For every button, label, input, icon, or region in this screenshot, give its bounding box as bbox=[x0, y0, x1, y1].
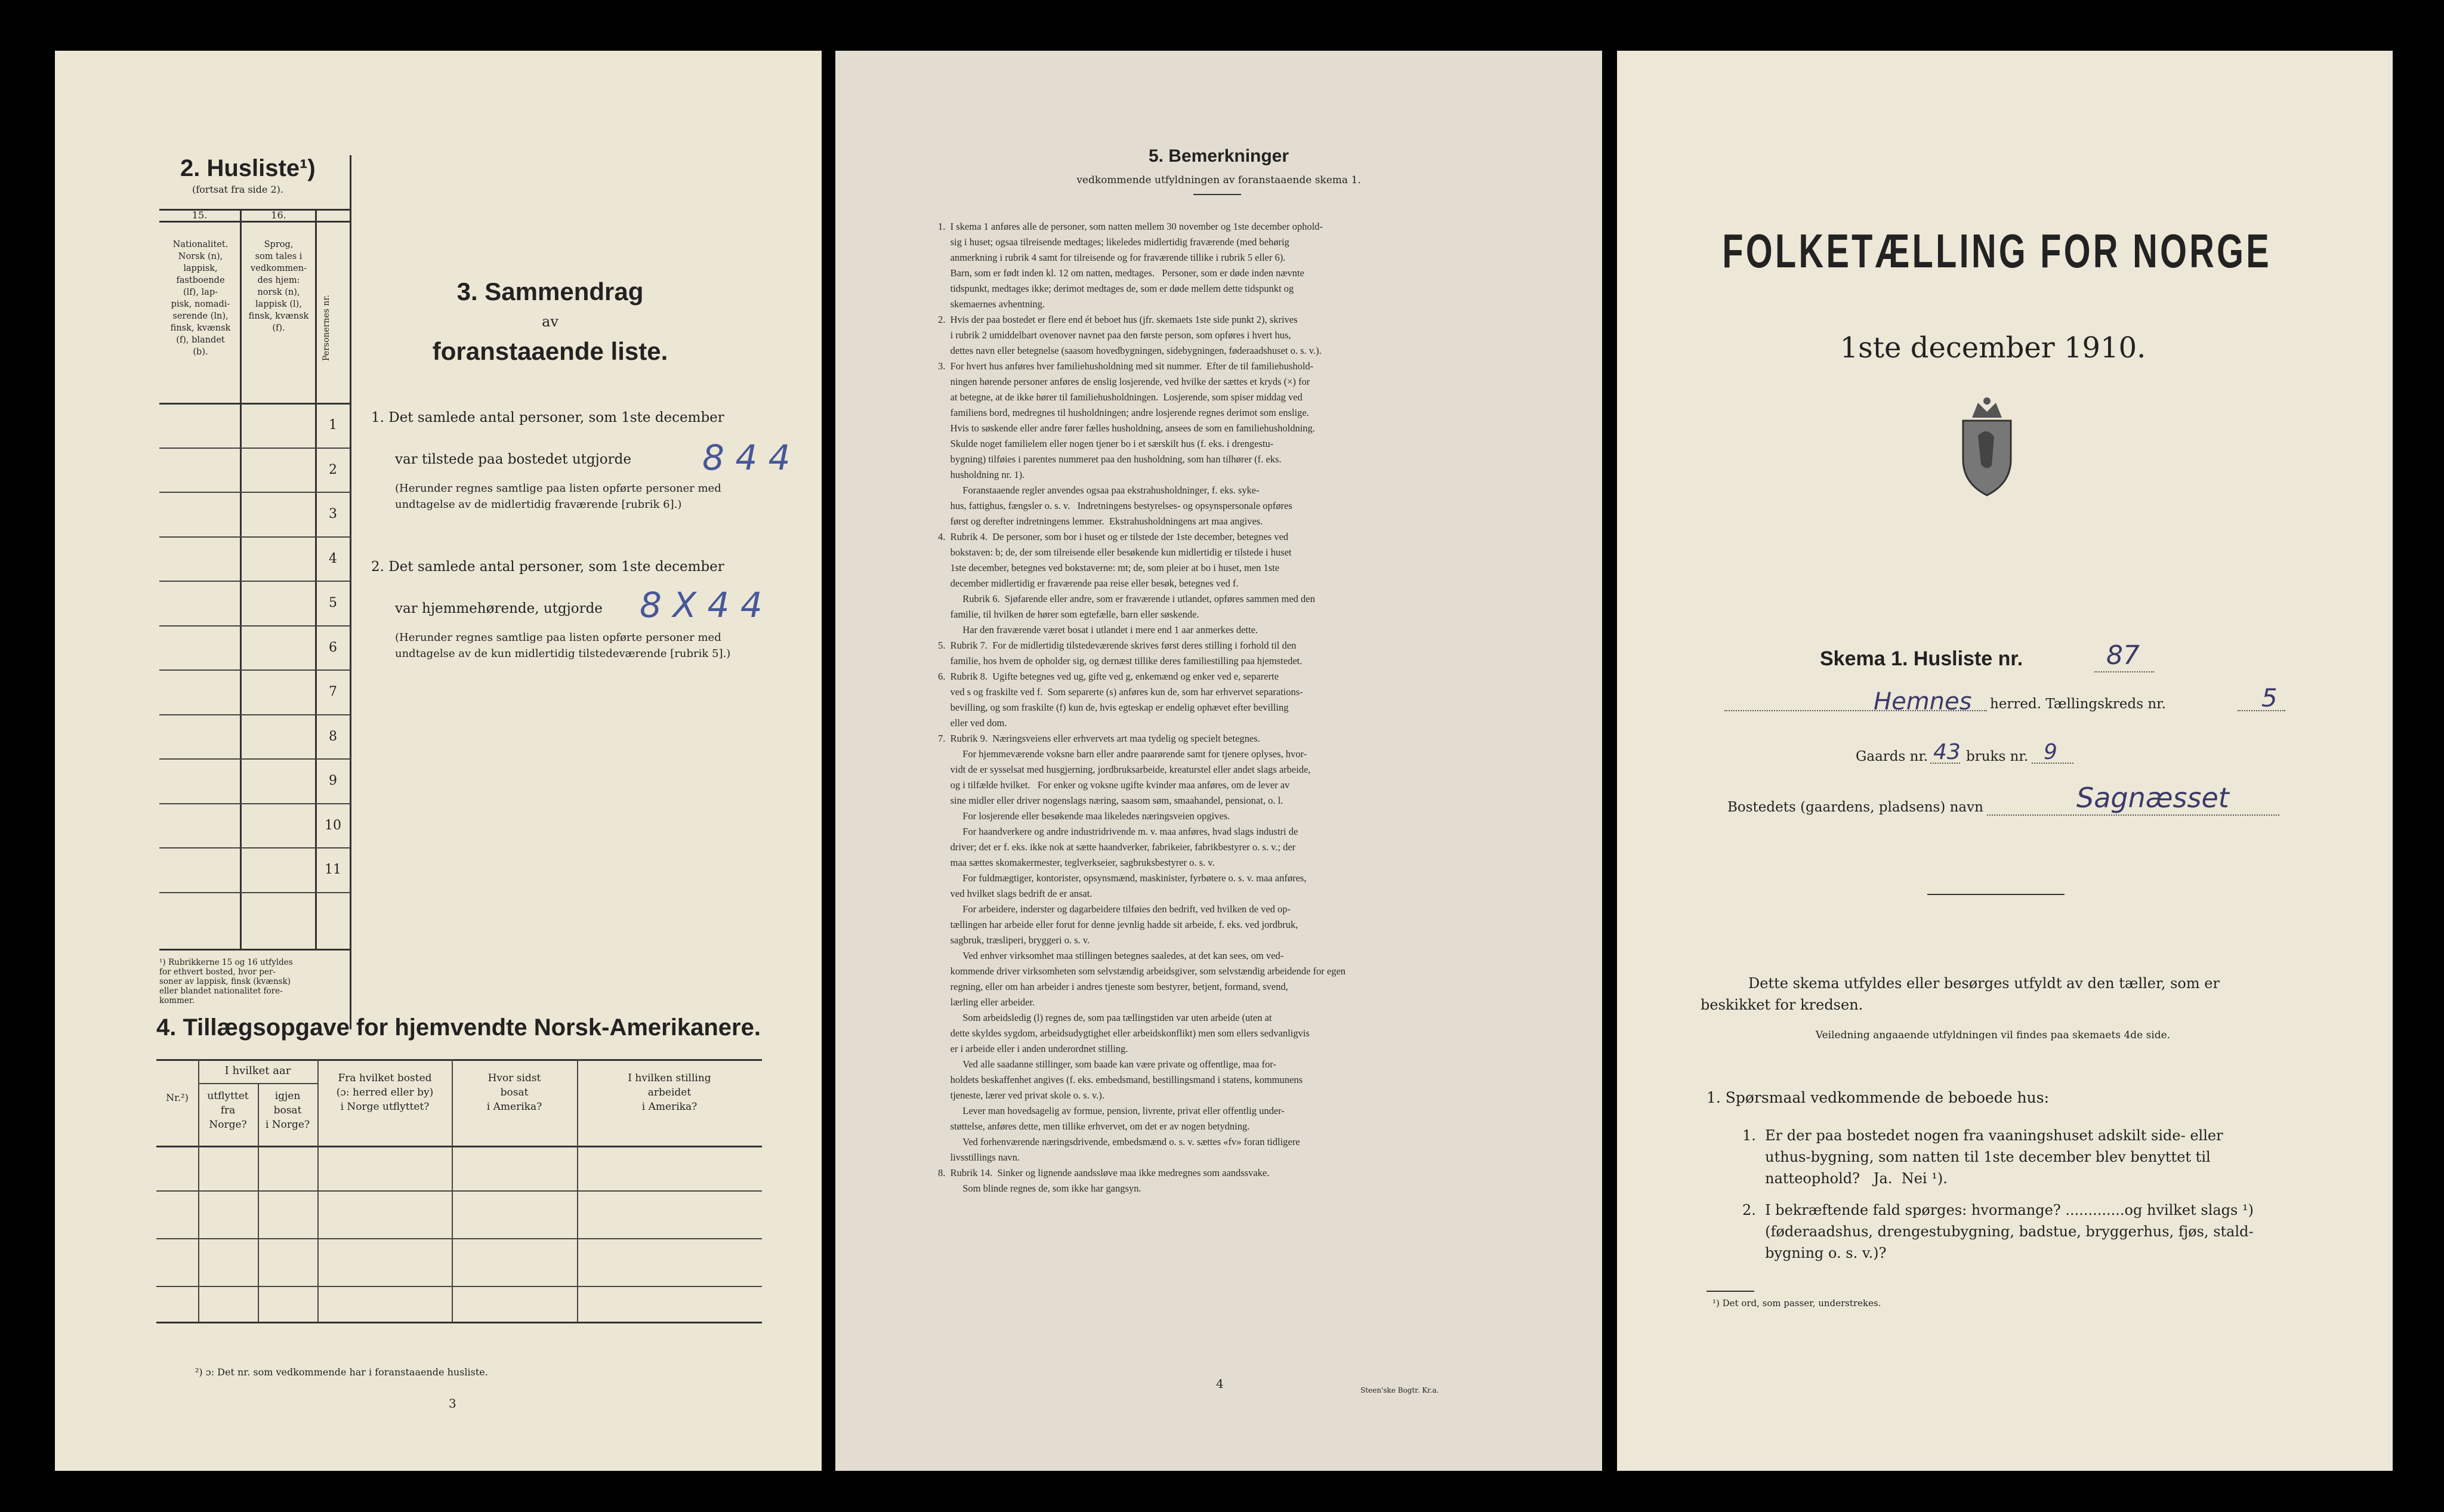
person-row-number: 11 bbox=[325, 862, 341, 878]
table-row-line bbox=[159, 669, 350, 671]
summary-item-2: 2. Det samlede antal personer, som 1ste december bbox=[371, 559, 724, 575]
table-row-line bbox=[159, 581, 350, 582]
table-row-line bbox=[159, 536, 350, 538]
remarks-title: 5. Bemerkninger bbox=[1148, 146, 1289, 166]
census-date: 1ste december 1910. bbox=[1840, 331, 2146, 365]
table-row-line bbox=[159, 892, 350, 893]
table-row-line bbox=[159, 492, 350, 493]
person-row-number: 6 bbox=[329, 640, 337, 655]
printer-mark: Steen'ske Bogtr. Kr.a. bbox=[1360, 1386, 1439, 1394]
t-col-from-place: Fra hvilket bosted (ɔ: herred eller by) i Norge utflyttet? bbox=[336, 1072, 434, 1113]
herred-label: herred. Tællingskreds nr. bbox=[1990, 696, 2166, 712]
table-row-line bbox=[159, 847, 350, 848]
person-row-number: 8 bbox=[329, 729, 337, 744]
summary-title-av: av bbox=[542, 313, 558, 330]
herred-handwritten: Hemnes bbox=[1874, 688, 1972, 715]
resident-count-handwritten: 8 X 4 4 bbox=[640, 585, 763, 625]
intro-note: Veiledning angaaende utfyldningen vil findes paa skemaets 4de side. bbox=[1815, 1029, 2171, 1041]
t-col-emigrated: utflyttet fra Norge? bbox=[207, 1090, 249, 1131]
left-page bbox=[55, 51, 822, 1471]
col16-number: 16. bbox=[271, 209, 286, 221]
person-row-number: 9 bbox=[329, 773, 337, 789]
middle-page bbox=[835, 51, 1602, 1471]
huslist-footnote: ¹) Rubrikkerne 15 og 16 utfyldes for ethvert bosted, hvor per- soner av lappisk, finsk (kvænsk) eller blandet nationalitet fore- kommer. bbox=[159, 958, 293, 1005]
table-row-line bbox=[159, 758, 350, 760]
summary-item-2-line2: var hjemmehørende, utgjorde bbox=[395, 601, 603, 616]
table-row-line bbox=[159, 803, 350, 804]
remarks-body: 1. I skema 1 anføres alle de personer, som natten mellem 30 november og 1ste december ophold- sig i huset; ogsaa tilreisende medtages; likeledes midlertidig fraværende (med behørig anmerkning i rubrik 4 samt for tilreisende og for fraværende tillike i rubrik 5 eller 6). Barn, som er født inden kl. 12 om natten, medtages. Personer, som er døde inden nævnte tidspunkt, medtages ikke; derimot medtages de, som er døde mellem dette tidspunkt og skemaernes avhentning. 2. Hvis der paa bostedet er flere end ét beboet hus (jfr. skemaets 1ste side punkt 2), skrives i rubrik 2 umiddelbart ovenover navnet paa den første person, som opføres i hvert hus, dettes navn eller betegnelse (saasom hovedbygningen, sidebygningen, føderaadshuset o. s. v.). 3. For hvert hus anføres hver familiehusholdning med sit nummer. Efter de til familiehushold- ningen hørende personer anføres de enslig losjerende, ved hvilke der sættes et kryds (×) for at betegne, at de ikke hører til familiehusholdningen. Losjerende, som spiser middag ved familiens bord, medregnes til husholdningen; andre losjerende regnes derimot som enslige. Hvis to søskende eller andre fører fælles husholdning, ansees de som en familiehusholdning. Skulde noget familielem eller nogen tjener bo i et særskilt hus (f. eks. i drengestu- bygning) tilføies i parentes nummeret paa den husholdning, som han tilhører (f. eks. husholdning nr. 1). Foranstaaende regler anvendes ogsaa paa ekstrahusholdninger, f. eks. syke- hus, fattighus, fængsler o. s. v. Indretningens bestyrelses- og opsynspersonale opføres først og derefter indretningens lemmer. Ekstrahusholdningens art maa angives. 4. Rubrik 4. De personer, som bor i huset og er tilstede der 1ste december, betegnes ved bokstaven: b; de, der som tilreisende eller besøkende kun midlertidig er tilstede i huset 1ste december, betegnes ved bokstaverne: mt; de, som pleier at bo i huset, men 1ste december midlertidig er fraværende paa reise eller besøk, betegnes ved f. Rubrik 6. Sjøfarende eller andre, som er fraværende i utlandet, opføres sammen med den familie, til hvilken de hører som egtefælle, barn eller søskende. Har den fraværende været bosat i utlandet i mere end 1 aar anmerkes dette. 5. Rubrik 7. For de midlertidig tilstedeværende skrives først deres stilling i forhold til den familie, hos hvem de opholder sig, og dernæst tillike deres familiestilling paa hjemstedet. 6. Rubrik 8. Ugifte betegnes ved ug, gifte ved g, enkemænd og enker ved e, separerte ved s og fraskilte ved f. Som separerte (s) anføres kun de, som har erhvervet separations- bevilling, og som fraskilte (f) kun de, hvis egteskap er endelig ophævet efter bevilling eller ved dom. 7. Rubrik 9. Næringsveiens eller erhvervets art maa tydelig og specielt betegnes. For hjemmeværende voksne barn eller andre paarørende samt for tjenere oplyses, hvor- vidt de er sysselsat med husgjerning, jordbruksarbeide, kreaturstel eller andet slags arbeide, og i tilfælde hvilket. For enker og voksne ugifte kvinder maa anføres, om de lever av sine midler eller driver nogenslags næring, saasom søm, smaahandel, pensionat, o. l. For losjerende eller besøkende maa likeledes næringsveien opgives. For haandverkere og andre industridrivende m. v. maa anføres, hvad slags industri de driver; det er f. eks. ikke nok at sætte haandverker, fabrikeier, fabrikbestyrer o. s. v.; der maa sættes skomakermester, teglverkseier, sagbruksbestyrer o. s. v. For fuldmægtiger, kontorister, opsynsmænd, maskinister, fyrbøtere o. s. v. maa anføres, ved hvilket slags bedrift de er ansat. For arbeidere, inderster og dagarbeidere tilføies den bedrift, ved hvilken de ved op- tællingen har arbeide eller forut for denne jevnlig hadde sit arbeide, f. eks. ved jordbruk, sagbruk, træsliperi, bryggeri o. s. v. Ved enhver virksomhet maa stillingen betegnes saaledes, at det kan sees, om ved- kommende driver virksomheten som selvstændig arbeidsgiver, som selvstændig arbeidende for egen regning, eller om han arbeider i andres tjeneste som bestyrer, betjent, formand, svend, lærling eller arbeider. Som arbeidsledig (l) regnes de, som paa tællingstiden var uten arbeide (uten at dette skyldes sygdom, arbeidsudygtighet eller arbeidskonflikt) men som ellers sedvanligvis er i arbeide eller i anden underordnet stilling. Ved alle saadanne stillinger, som baade kan være private og offentlige, maa for- holdets beskaffenhet angives (f. eks. embedsmand, bestillingsmand i statens, kommunens tjeneste, lærer ved privat skole o. s. v.). Lever man hovedsagelig av formue, pension, livrente, privat eller offentlig under- støttelse, anføres dette, men tillike erhvervet, om det er av nogen betydning. Ved forhenværende næringsdrivende, embedsmænd o. s. v. sættes «fv» foran tidligere livsstillings navn. 8. Rubrik 14. Sinker og lignende aandssløve maa ikke medregnes som aandssvake. Som blinde regnes de, som ikke har gangsyn. bbox=[938, 221, 1346, 1194]
t-col-last-america: Hvor sidst bosat i Amerika? bbox=[486, 1072, 542, 1113]
intro-text: Dette skema utfyldes eller besørges utfyldt av den tæller, som er beskikket for kredsen. bbox=[1701, 975, 2220, 1013]
present-count-handwritten: 8 4 4 bbox=[702, 437, 791, 478]
col15-number: 15. bbox=[192, 209, 208, 221]
t-col-group: I hvilket aar bbox=[224, 1064, 291, 1077]
table-row-line bbox=[159, 448, 350, 449]
tillaeg-footnote: ²) ɔ: Det nr. som vedkommende har i foranstaaende husliste. bbox=[195, 1366, 488, 1378]
t-col-nr: Nr.²) bbox=[166, 1092, 189, 1103]
huslist-subtitle: (fortsat fra side 2). bbox=[192, 184, 283, 195]
summary-item-1-line2: var tilstede paa bostedet utgjorde bbox=[395, 452, 631, 467]
gaards-handwritten: 43 bbox=[1933, 740, 1961, 764]
questions-heading: 1. Spørsmaal vedkommende de beboede hus: bbox=[1707, 1089, 2049, 1106]
page-number-3: 3 bbox=[449, 1396, 456, 1411]
table-row-line bbox=[159, 625, 350, 627]
person-row-number: 4 bbox=[329, 551, 337, 566]
summary-subtitle: foranstaaende liste. bbox=[432, 337, 668, 365]
gaards-label: Gaards nr. bbox=[1856, 749, 1928, 764]
summary-item-1-note: (Herunder regnes samtlige paa listen opførte personer med undtagelse av de midlertidig fraværende [rubrik 6].) bbox=[395, 482, 721, 511]
huslist-title: 2. Husliste¹) bbox=[180, 155, 316, 181]
bosted-label: Bostedets (gaardens, pladsens) navn bbox=[1727, 800, 1983, 815]
person-row-number: 10 bbox=[325, 817, 341, 833]
page-number-4: 4 bbox=[1216, 1377, 1224, 1391]
question-1: 1. Er der paa bostedet nogen fra vaaningshuset adskilt side- eller uthus-bygning, som natten til 1ste december blev benyttet til natteophold? Ja. Nei ¹). bbox=[1742, 1127, 2223, 1187]
col15-header: Nationalitet. Norsk (n), lappisk, fastboende (lf), lap- pisk, nomadi- serende (ln), finsk, kvænsk (f), blandet (b). bbox=[170, 240, 231, 357]
bruks-handwritten: 9 bbox=[2044, 740, 2057, 764]
col16-header: Sprog, som tales i vedkommen- des hjem: norsk (n), lappisk (l), finsk, kvænsk (f). bbox=[248, 240, 309, 333]
remarks-subtitle: vedkommende utfyldningen av foranstaaende skema 1. bbox=[1076, 174, 1361, 186]
bosted-handwritten: Sagnæsset bbox=[2076, 782, 2229, 814]
table-row-line bbox=[159, 714, 350, 715]
t-col-returned: igjen bosat i Norge? bbox=[265, 1090, 310, 1131]
bruks-label: bruks nr. bbox=[1966, 749, 2029, 764]
question-2: 2. I bekræftende fald spørges: hvormange? .............og hvilket slags ¹) (føderaadshus, drengestubygning, badstue, bryggerhus, fjøs, stald- bygning o. s. v.)? bbox=[1742, 1202, 2254, 1261]
right-footnote: ¹) Det ord, som passer, understrekes. bbox=[1712, 1298, 1881, 1309]
norway-coat-of-arms-icon bbox=[1951, 394, 2023, 498]
person-row-number: 2 bbox=[329, 462, 337, 477]
summary-item-2-note: (Herunder regnes samtlige paa listen opførte personer med undtagelse av de kun midlertidig tilstedeværende [rubrik 5].) bbox=[395, 631, 731, 660]
col-person-number-header: Personernes nr. bbox=[322, 295, 331, 361]
census-title: FOLKETÆLLING FOR NORGE bbox=[1722, 224, 2272, 277]
person-row-number: 3 bbox=[329, 507, 337, 522]
person-row-number: 7 bbox=[329, 684, 337, 700]
t-col-position: I hvilken stilling arbeidet i Amerika? bbox=[628, 1072, 711, 1113]
kreds-handwritten: 5 bbox=[2261, 683, 2278, 712]
norsk-amerikanere-title: 4. Tillægsopgave for hjemvendte Norsk-Amerikanere. bbox=[156, 1014, 761, 1041]
right-page bbox=[1617, 51, 2393, 1471]
skema-label: Skema 1. Husliste nr. bbox=[1820, 647, 2023, 670]
person-row-number: 1 bbox=[329, 418, 337, 433]
husliste-number-handwritten: 87 bbox=[2106, 640, 2140, 671]
person-row-number: 5 bbox=[329, 595, 337, 611]
summary-item-1: 1. Det samlede antal personer, som 1ste december bbox=[371, 410, 724, 425]
summary-title: 3. Sammendrag bbox=[456, 277, 644, 306]
